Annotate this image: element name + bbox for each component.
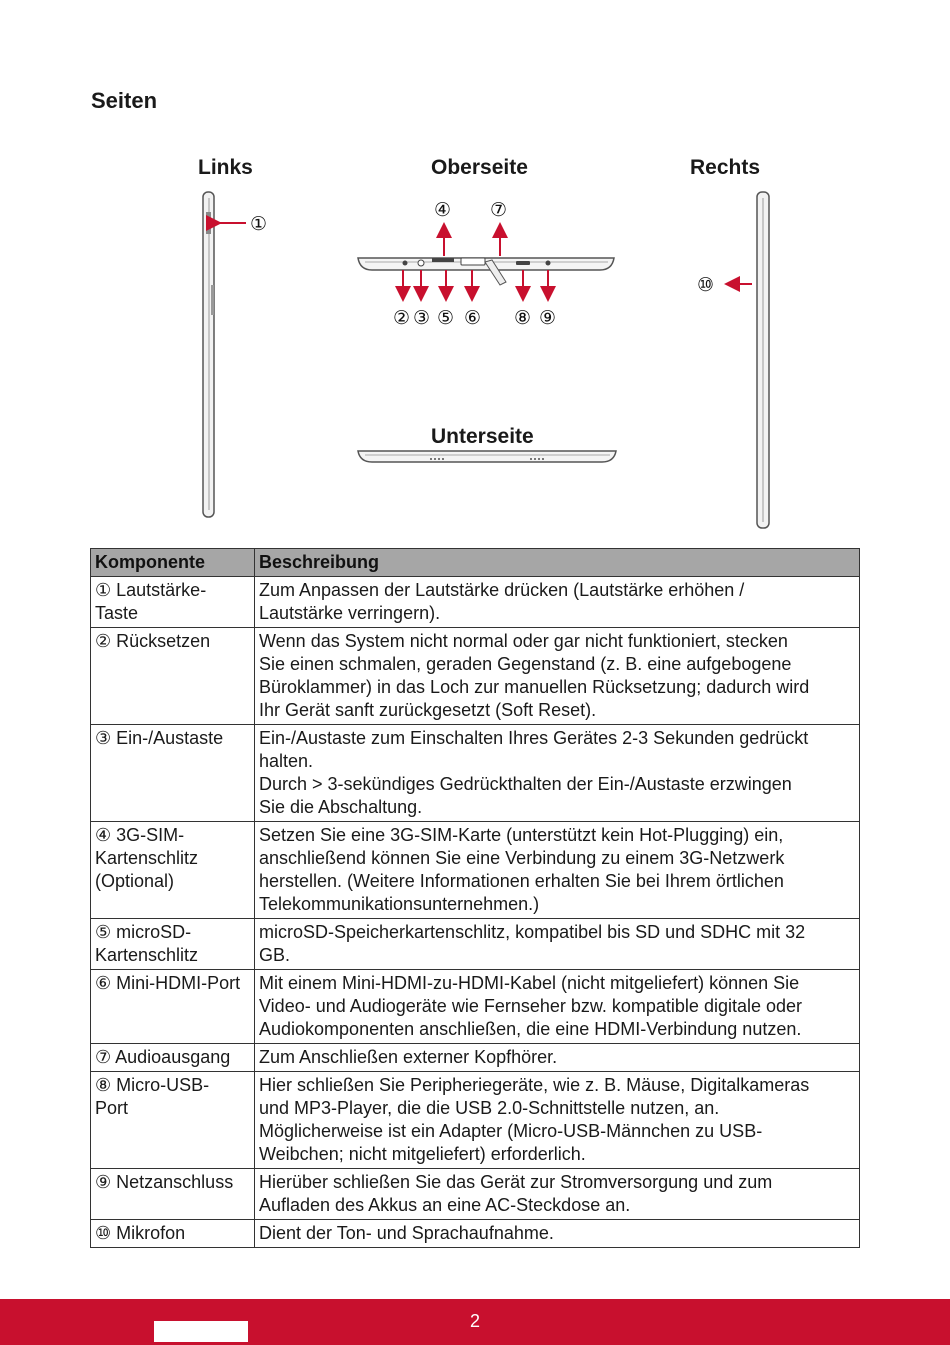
- table-row: [91, 970, 860, 1044]
- view-label-top: Oberseite: [431, 156, 528, 179]
- description-text: Wenn das System nicht normal oder gar nicht funktioniert, stecken: [259, 631, 788, 651]
- description-text: Durch > 3-sekündiges Gedrückthalten der Ein-/Austaste erzwingen: [259, 774, 792, 794]
- description-text: Büroklammer) in das Loch zur manuellen Rücksetzung; dadurch wird: [259, 677, 810, 697]
- component-table: [90, 548, 860, 1248]
- description-text: Sie einen schmalen, geraden Gegenstand (z. B. eine aufgebogene: [259, 654, 792, 674]
- description-text: Lautstärke verringern).: [259, 603, 441, 623]
- description-cell: [255, 628, 860, 725]
- table-row: [91, 1044, 860, 1072]
- device-sides-diagram: [0, 0, 950, 540]
- description-cell: [255, 919, 860, 970]
- component-text: Taste: [95, 603, 139, 623]
- description-text: Hierüber schließen Sie das Gerät zur Stromversorgung und zum: [259, 1172, 773, 1192]
- description-text: anschließend können Sie eine Verbindung zu einem 3G-Netzwerk: [259, 848, 785, 868]
- description-text: herstellen. (Weitere Informationen erhalten Sie bei Ihrem örtlichen: [259, 871, 784, 891]
- bottom-side-view: [358, 451, 616, 462]
- component-cell: [91, 577, 255, 628]
- component-text: ⑤ microSD-: [95, 922, 192, 942]
- description-text: Ein-/Austaste zum Einschalten Ihres Gerätes 2-3 Sekunden gedrückt: [259, 728, 809, 748]
- component-cell: [91, 970, 255, 1044]
- callout-9: ⑨: [539, 307, 557, 329]
- component-text: ① Lautstärke-: [95, 580, 207, 600]
- description-cell: [255, 1169, 860, 1220]
- component-text: ⑩ Mikrofon: [95, 1223, 186, 1243]
- description-text: GB.: [259, 945, 291, 965]
- description-text: Video- und Audiogeräte wie Fernseher bzw. kompatible digitale oder: [259, 996, 803, 1016]
- description-text: Setzen Sie eine 3G-SIM-Karte (unterstützt kein Hot-Plugging) ein,: [259, 825, 784, 845]
- view-label-right: Rechts: [690, 156, 761, 179]
- component-cell: [91, 1220, 255, 1248]
- component-text: ⑥ Mini-HDMI-Port: [95, 973, 241, 993]
- description-text: Weibchen; nicht mitgeliefert) erforderlich.: [259, 1144, 586, 1164]
- component-text: Port: [95, 1098, 129, 1118]
- description-text: microSD-Speicherkartenschlitz, kompatibel bis SD und SDHC mit 32: [259, 922, 806, 942]
- callout-2: ②: [393, 307, 411, 329]
- page-number: 2: [469, 1311, 480, 1331]
- description-text: Möglicherweise ist ein Adapter (Micro-USB-Männchen zu USB-: [259, 1121, 763, 1141]
- component-text: ⑧ Micro-USB-: [95, 1075, 210, 1095]
- description-text: Hier schließen Sie Peripheriegeräte, wie z. B. Mäuse, Digitalkameras: [259, 1075, 810, 1095]
- callout-6: ⑥: [464, 307, 482, 329]
- description-cell: [255, 577, 860, 628]
- section-title: Seiten: [91, 88, 158, 113]
- header-component: Komponente: [91, 549, 255, 577]
- callout-1: ①: [250, 213, 268, 235]
- component-cell: [91, 1044, 255, 1072]
- component-cell: [91, 1072, 255, 1169]
- callout-5: ⑤: [437, 307, 455, 329]
- description-cell: [255, 725, 860, 822]
- table-row: [91, 577, 860, 628]
- table-row: [91, 1169, 860, 1220]
- component-text: (Optional): [95, 871, 175, 891]
- table-row: [91, 1220, 860, 1248]
- component-cell: [91, 919, 255, 970]
- description-text: Mit einem Mini-HDMI-zu-HDMI-Kabel (nicht mitgeliefert) können Sie: [259, 973, 800, 993]
- view-label-bottom: Unterseite: [431, 425, 534, 448]
- component-text: Kartenschlitz: [95, 945, 199, 965]
- component-text: ⑦ Audioausgang: [95, 1047, 231, 1067]
- callout-3: ③: [413, 307, 431, 329]
- description-cell: [255, 1220, 860, 1248]
- right-side-view: [726, 192, 769, 528]
- component-cell: [91, 1169, 255, 1220]
- description-cell: [255, 970, 860, 1044]
- table-row: [91, 725, 860, 822]
- callout-7: ⑦: [490, 199, 508, 221]
- description-text: Aufladen des Akkus an eine AC-Steckdose an.: [259, 1195, 631, 1215]
- description-text: Sie die Abschaltung.: [259, 797, 423, 817]
- description-text: und MP3-Player, die die USB 2.0-Schnittstelle nutzen, an.: [259, 1098, 720, 1118]
- component-cell: [91, 822, 255, 919]
- table-row: [91, 628, 860, 725]
- component-text: Kartenschlitz: [95, 848, 199, 868]
- description-cell: [255, 822, 860, 919]
- description-text: Audiokomponenten anschließen, die eine HDMI-Verbindung nutzen.: [259, 1019, 802, 1039]
- description-text: Telekommunikationsunternehmen.): [259, 894, 540, 914]
- description-text: Ihr Gerät sanft zurückgesetzt (Soft Reset).: [259, 700, 597, 720]
- description-text: Dient der Ton- und Sprachaufnahme.: [259, 1223, 554, 1243]
- component-text: ③ Ein-/Austaste: [95, 728, 224, 748]
- table-row: [91, 1072, 860, 1169]
- component-text: ⑨ Netzanschluss: [95, 1172, 234, 1192]
- callout-4: ④: [434, 199, 452, 221]
- component-text: ④ 3G-SIM-: [95, 825, 185, 845]
- table-header-row: [91, 549, 860, 577]
- left-side-view: [203, 192, 246, 517]
- top-side-view: [358, 224, 614, 300]
- header-description: Beschreibung: [255, 549, 860, 577]
- volume-button-shape: [206, 212, 211, 234]
- component-text: ② Rücksetzen: [95, 631, 211, 651]
- description-text: halten.: [259, 751, 314, 771]
- table-row: [91, 822, 860, 919]
- component-cell: [91, 628, 255, 725]
- description-cell: [255, 1044, 860, 1072]
- callout-10: ⑩: [697, 274, 715, 296]
- table-row: [91, 919, 860, 970]
- description-text: Zum Anschließen externer Kopfhörer.: [259, 1047, 558, 1067]
- footer-bar: [0, 1299, 950, 1345]
- description-text: Zum Anpassen der Lautstärke drücken (Lautstärke erhöhen /: [259, 580, 745, 600]
- view-label-left: Links: [198, 156, 253, 179]
- callout-8: ⑧: [514, 307, 532, 329]
- component-cell: [91, 725, 255, 822]
- description-cell: [255, 1072, 860, 1169]
